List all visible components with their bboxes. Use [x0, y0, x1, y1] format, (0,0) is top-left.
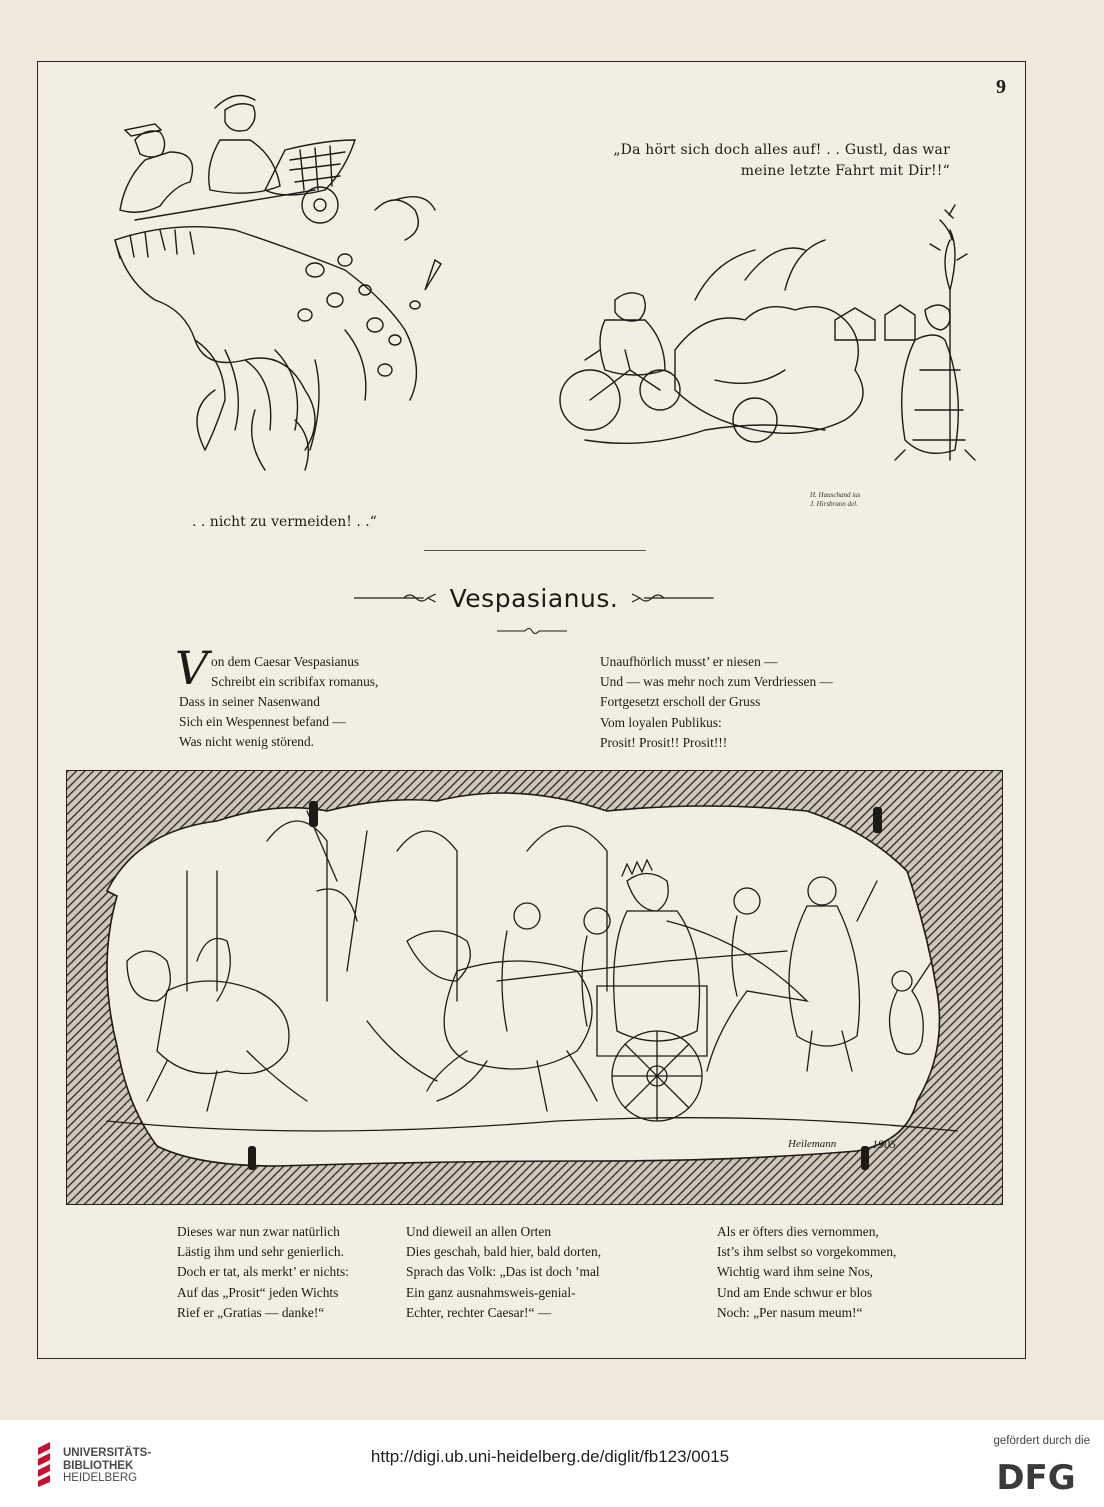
poem-line: Und dieweil an allen Orten — [406, 1224, 552, 1239]
poem-title-row — [354, 580, 714, 616]
source-url-link[interactable]: http://digi.ub.uni-heidelberg.de/diglit/fb123/0015 — [370, 1447, 730, 1466]
university-name-line: UNIVERSITÄTS- — [63, 1447, 152, 1459]
poem-line: Dies geschah, bald hier, bald dorten, — [406, 1244, 602, 1260]
roman-relief-illustration — [66, 770, 1003, 1205]
poem-line: Dass in seiner Nasenwand — [179, 694, 320, 709]
poem-line: Sprach das Volk: „Das ist doch ’mal — [406, 1264, 600, 1280]
poem-line: Als er öfters dies vernommen, — [717, 1224, 879, 1239]
poem-line: Ein ganz ausnahmsweis-genial- — [406, 1284, 576, 1300]
relief-year: 1905 — [872, 1137, 896, 1151]
poem-stanza-4 — [406, 1222, 601, 1323]
poem-dropcap: V — [175, 641, 209, 695]
poem-line: Sich ein Wespennest befand — — [179, 714, 346, 730]
poem-line: Doch er tat, als merkt’ er nichts: — [177, 1264, 349, 1280]
poem-title: Vespasianus. — [449, 583, 619, 613]
poem-line: Dieses war nun zwar natürlich — [177, 1224, 340, 1239]
poem-line: Wichtig ward ihm seine Nos, — [717, 1264, 874, 1280]
signature-line: H. Hauschand ius — [810, 491, 861, 499]
poem-line: Vom loyalen Publikus: — [600, 714, 722, 730]
poem-line: Unaufhörlich musst’ er niesen — — [600, 654, 778, 669]
university-logo-icon — [36, 1442, 52, 1487]
poem-line: Schreibt ein scribifax romanus, — [211, 674, 379, 690]
poem-stanza-1-cont — [179, 692, 346, 753]
cliff-cartoon-illustration — [95, 90, 475, 510]
left-ornament-icon — [354, 591, 436, 605]
poem-line: Rief er „Gratias — danke!“ — [177, 1304, 325, 1320]
poem-line: Fortgesetzt erscholl der Gruss — [600, 694, 761, 710]
right-ornament-icon — [632, 591, 714, 605]
poem-line: Auf das „Prosit“ jeden Wichts — [177, 1284, 339, 1300]
signature-line: J. Hirsbrunn del. — [810, 500, 858, 508]
dfg-logo-icon — [982, 1458, 1090, 1494]
poem-line: Und am Ende schwur er blos — [717, 1284, 873, 1300]
bicycle-cartoon-illustration — [545, 190, 990, 480]
poem-line: Was nicht wenig störend. — [179, 734, 315, 750]
poem-line: Und — was mehr noch zum Verdriessen — — [600, 674, 833, 690]
poem-line: Noch: „Per nasum meum!“ — [717, 1304, 863, 1320]
sponsor-text: gefördert durch die — [993, 1435, 1090, 1447]
poem-line: Ist’s ihm selbst so vorgekommen, — [717, 1244, 897, 1260]
university-name-line: HEIDELBERG — [63, 1472, 138, 1484]
poem-stanza-1 — [211, 652, 378, 692]
poem-stanza-5 — [717, 1222, 896, 1323]
cartoon-quote — [560, 140, 950, 182]
university-name-line: BIBLIOTHEK — [63, 1459, 134, 1472]
poem-stanza-2 — [600, 652, 833, 753]
page-number: 9 — [996, 76, 1006, 98]
poem-stanza-3 — [177, 1222, 349, 1323]
section-divider — [424, 550, 646, 551]
university-name — [63, 1447, 151, 1485]
poem-line: on dem Caesar Vespasianus — [211, 654, 360, 669]
relief-artist-signature: Heilemann — [788, 1138, 837, 1150]
poem-line: Lästig ihm und sehr genierlich. — [177, 1244, 344, 1260]
cartoon-quote-line: „Da hört sich doch alles auf! . . Gustl, das war — [613, 142, 950, 158]
small-ornament-icon — [497, 625, 567, 637]
cartoon-quote-line: meine letzte Fahrt mit Dir!!“ — [740, 163, 950, 179]
cartoon-artist-signature — [810, 491, 890, 509]
poem-line: Prosit! Prosit!! Prosit!!! — [600, 734, 728, 750]
dfg-logo-text: DFG — [996, 1458, 1076, 1494]
cartoon-bottom-caption: . . nicht zu vermeiden! . .“ — [192, 514, 377, 530]
poem-line: Echter, rechter Caesar!“ — — [406, 1304, 552, 1320]
